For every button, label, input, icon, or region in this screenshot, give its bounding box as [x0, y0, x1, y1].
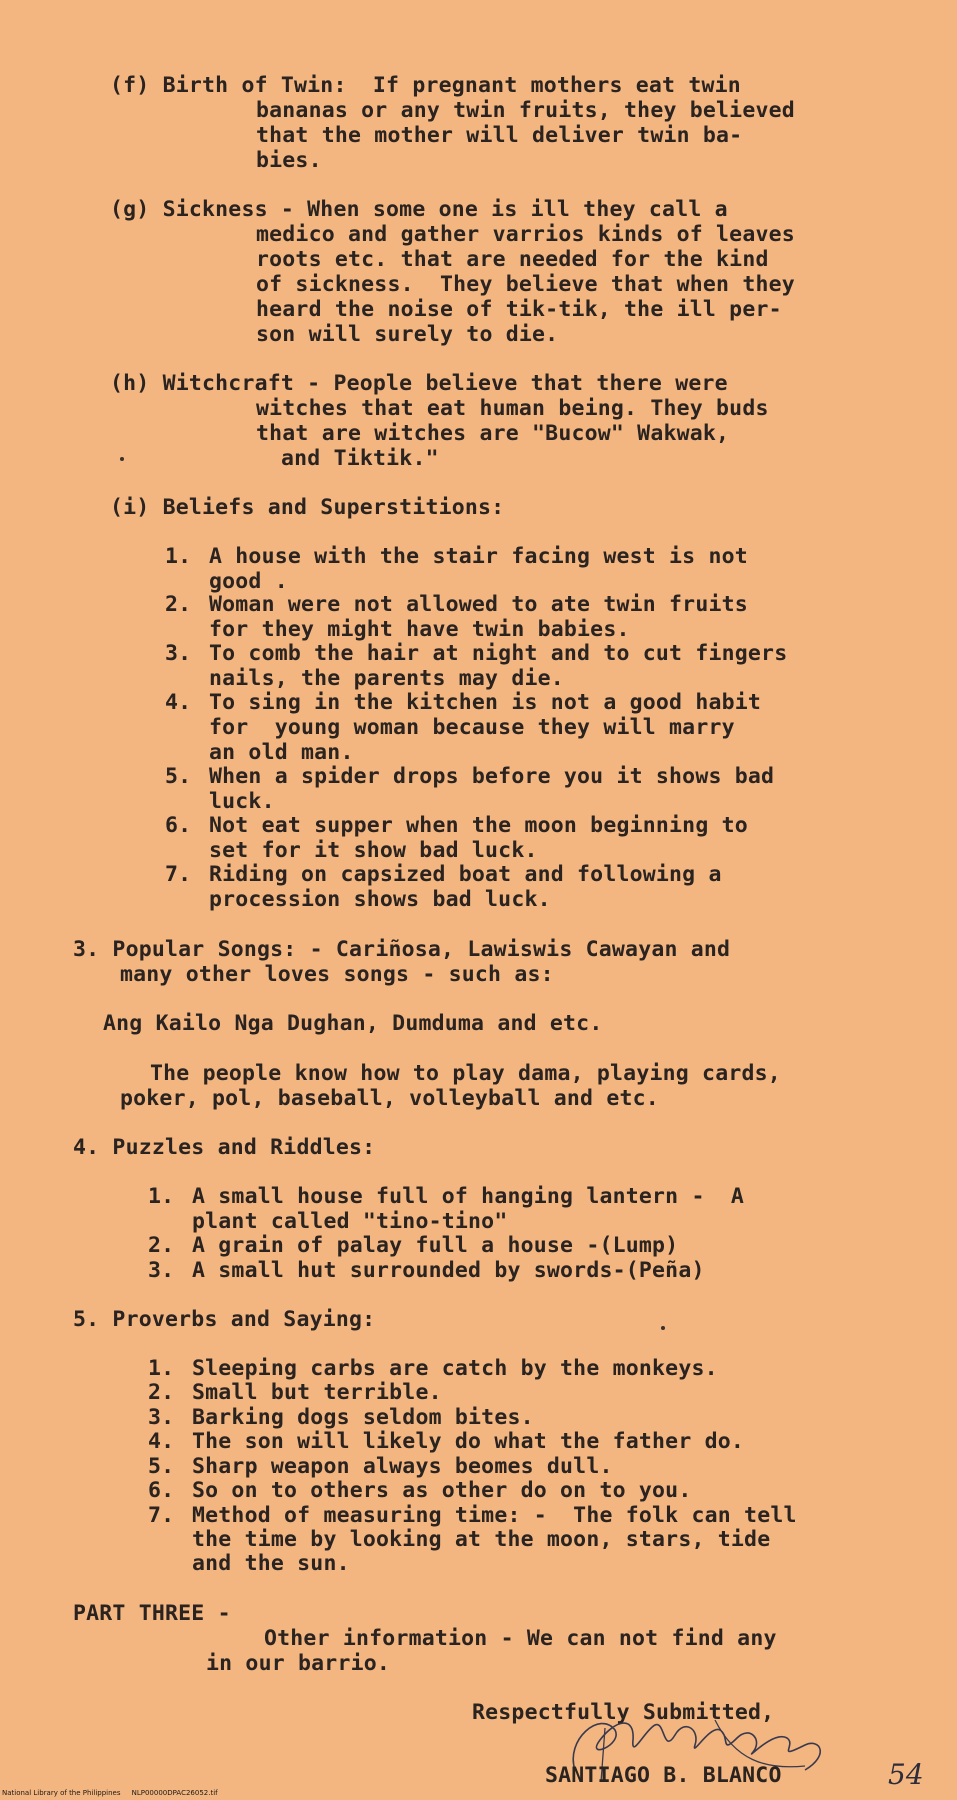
section-g-line-2: medico and gather varrios kinds of leaves — [256, 222, 795, 247]
belief-4-line-1: To sing in the kitchen is not a good habit — [209, 690, 762, 715]
songs-line-1: 3. Popular Songs: - Cariñosa, Lawiswis Cawayan and — [73, 937, 731, 962]
belief-6-line-2: set for it show bad luck. — [209, 838, 538, 863]
belief-3-line-1: To comb the hair at night and to cut fingers — [209, 641, 788, 666]
proverb-7-number: 7. — [148, 1503, 175, 1528]
songs-list: Ang Kailo Nga Dughan, Dumduma and etc. — [103, 1011, 603, 1036]
proverb-7-line-2: the time by looking at the moon, stars, tide — [192, 1527, 771, 1552]
stray-mark — [661, 1326, 665, 1330]
belief-1-line-1: A house with the stair facing west is not — [209, 544, 748, 569]
puzzle-3-line-1: A small hut surrounded by swords-(Peña) — [192, 1258, 705, 1283]
page-number: 54 — [888, 1758, 924, 1791]
proverbs-heading: 5. Proverbs and Saying: — [73, 1307, 376, 1332]
belief-1-number: 1. — [165, 544, 192, 569]
belief-3-number: 3. — [165, 641, 192, 666]
belief-7-line-2: procession shows bad luck. — [209, 887, 551, 912]
section-h-line-1: (h) Witchcraft - People believe that there were — [110, 371, 728, 396]
signatory-name: SANTIAGO B. BLANCO — [545, 1763, 782, 1788]
section-f-line-1: (f) Birth of Twin: If pregnant mothers eat twin — [110, 73, 741, 98]
belief-2-line-1: Woman were not allowed to ate twin fruits — [209, 592, 748, 617]
section-h-line-4: and Tiktik." — [281, 446, 439, 471]
belief-4-line-2: for young woman because they will marry — [209, 715, 735, 740]
proverb-5-number: 5. — [148, 1454, 175, 1479]
proverb-7-line-3: and the sun. — [192, 1551, 350, 1576]
proverb-3-line-1: Barking dogs seldom bites. — [192, 1405, 534, 1430]
puzzle-2-line-1: A grain of palay full a house -(Lump) — [192, 1233, 679, 1258]
songs-line-2: many other loves songs - such as: — [120, 962, 554, 987]
proverb-4-number: 4. — [148, 1429, 175, 1454]
stray-mark — [120, 457, 124, 461]
belief-5-number: 5. — [165, 764, 192, 789]
section-h-line-2: witches that eat human being. They buds — [256, 396, 769, 421]
puzzle-1-number: 1. — [148, 1184, 175, 1209]
belief-3-line-2: nails, the parents may die. — [209, 666, 564, 691]
section-f-line-2: bananas or any twin fruits, they believed — [256, 98, 795, 123]
belief-7-number: 7. — [165, 862, 192, 887]
proverb-5-line-1: Sharp weapon always beomes dull. — [192, 1454, 613, 1479]
games-line-2: poker, pol, baseball, volleyball and etc. — [120, 1086, 659, 1111]
section-h-line-3: that are witches are "Bucow" Wakwak, — [256, 421, 730, 446]
section-g-line-6: son will surely to die. — [256, 322, 559, 347]
belief-5-line-1: When a spider drops before you it shows bad — [209, 764, 775, 789]
puzzle-1-line-2: plant called "tino-tino" — [192, 1209, 508, 1234]
belief-5-line-2: luck. — [209, 789, 275, 814]
belief-2-number: 2. — [165, 592, 192, 617]
section-f-line-4: bies. — [256, 148, 322, 173]
proverb-4-line-1: The son will likely do what the father do. — [192, 1429, 745, 1454]
section-g-line-4: of sickness. They believe that when they — [256, 272, 795, 297]
puzzles-heading: 4. Puzzles and Riddles: — [73, 1135, 376, 1160]
belief-4-line-3: an old man. — [209, 740, 354, 765]
section-i-heading: (i) Beliefs and Superstitions: — [110, 495, 505, 520]
belief-2-line-2: for they might have twin babies. — [209, 617, 630, 642]
puzzle-1-line-1: A small house full of hanging lantern - A — [192, 1184, 745, 1209]
section-g-line-1: (g) Sickness - When some one is ill they call a — [110, 197, 728, 222]
part-three-line-2: in our barrio. — [206, 1651, 391, 1676]
belief-6-number: 6. — [165, 813, 192, 838]
proverb-1-number: 1. — [148, 1356, 175, 1381]
proverb-6-number: 6. — [148, 1478, 175, 1503]
part-three-heading: PART THREE - — [73, 1601, 231, 1626]
archive-footer: National Library of the Philippines NLP00000DPAC26052.tif — [2, 1789, 218, 1797]
proverb-7-line-1: Method of measuring time: - The folk can tell — [192, 1503, 797, 1528]
proverb-2-number: 2. — [148, 1380, 175, 1405]
proverb-1-line-1: Sleeping carbs are catch by the monkeys. — [192, 1356, 718, 1381]
section-f-line-3: that the mother will deliver twin ba- — [256, 123, 743, 148]
belief-6-line-1: Not eat supper when the moon beginning to — [209, 813, 748, 838]
section-g-line-3: roots etc. that are needed for the kind — [256, 247, 769, 272]
puzzle-3-number: 3. — [148, 1258, 175, 1283]
puzzle-2-number: 2. — [148, 1233, 175, 1258]
closing-text: Respectfully Submitted, — [472, 1700, 775, 1725]
belief-4-number: 4. — [165, 690, 192, 715]
proverb-3-number: 3. — [148, 1405, 175, 1430]
part-three-line-1: Other information - We can not find any — [264, 1626, 777, 1651]
belief-7-line-1: Riding on capsized boat and following a — [209, 862, 722, 887]
proverb-2-line-1: Small but terrible. — [192, 1380, 442, 1405]
proverb-6-line-1: So on to others as other do on to you. — [192, 1478, 692, 1503]
section-g-line-5: heard the noise of tik-tik, the ill per- — [256, 297, 782, 322]
games-line-1: The people know how to play dama, playing cards, — [150, 1061, 781, 1086]
belief-1-line-2: good . — [209, 569, 288, 594]
